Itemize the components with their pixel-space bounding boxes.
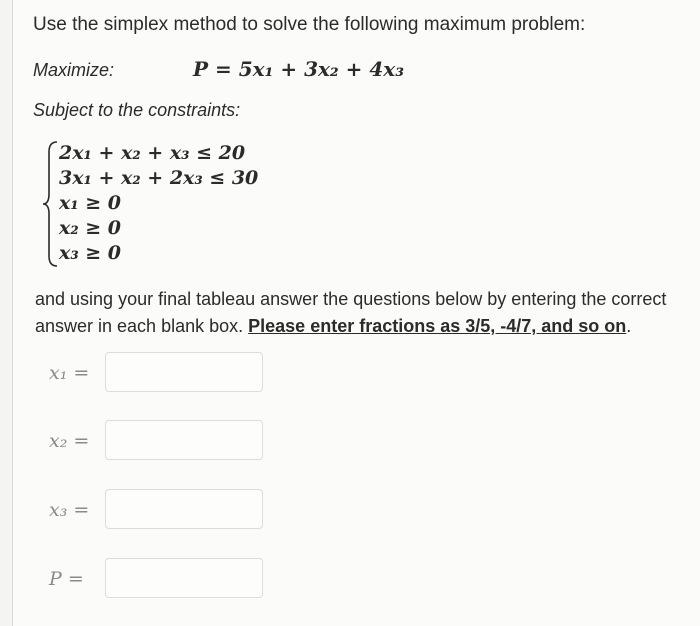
maximize-label: Maximize: <box>33 60 115 80</box>
answer-label-x2: x₂ = <box>49 430 90 452</box>
answer-input-x3[interactable] <box>105 489 263 529</box>
constraint-2: 3x₁ + x₂ + 2x₃ ≤ 30 <box>59 167 259 189</box>
constraint-5: x₃ ≥ 0 <box>59 242 122 264</box>
objective-equals: = <box>215 57 232 81</box>
objective-plus: + <box>345 57 363 81</box>
constraint-1: 2x₁ + x₂ + x₃ ≤ 20 <box>59 142 246 164</box>
answer-label-x3: x₃ = <box>49 499 90 521</box>
objective-plus: + <box>280 57 298 81</box>
instructions-end: . <box>626 316 632 336</box>
answer-input-x1[interactable] <box>105 352 263 392</box>
constraint-4: x₂ ≥ 0 <box>59 217 122 239</box>
objective-term: 3x₂ <box>304 57 339 81</box>
answer-input-p[interactable] <box>105 558 263 598</box>
left-brace-icon <box>41 140 59 268</box>
instructions-text: and using your final tableau answer the questions below by entering the correct answer in each blank box. <box>35 289 667 336</box>
fraction-format-note: Please enter fractions as 3/5, -4/7, and so on <box>248 316 627 336</box>
answer-label-x1: x₁ = <box>49 362 90 384</box>
objective-term: 5x₁ <box>238 57 274 81</box>
constraint-3: x₁ ≥ 0 <box>59 192 122 214</box>
objective-function <box>193 57 404 81</box>
answer-label-p: P = <box>49 568 84 590</box>
objective-term: 4x₃ <box>369 57 404 81</box>
constraints-label: Subject to the constraints: <box>33 100 241 120</box>
question-title: Use the simplex method to solve the following maximum problem: <box>33 14 586 35</box>
answer-input-x2[interactable] <box>105 420 263 460</box>
question-panel <box>12 0 700 626</box>
instructions <box>35 286 695 340</box>
objective-var: P <box>193 57 209 81</box>
